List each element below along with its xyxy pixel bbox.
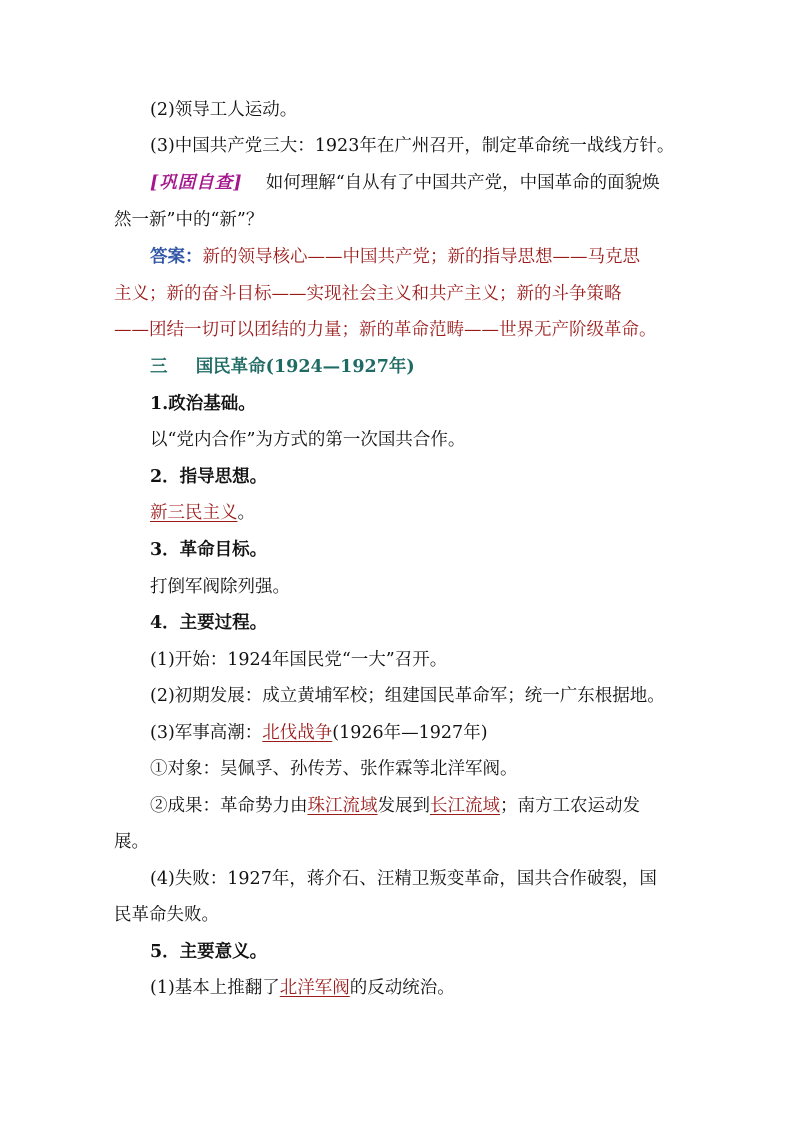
review-question-line — [150, 171, 686, 195]
text-line: (3)中国共产党三大：1923年在广州召开，制定革命统一战线方针。 — [150, 136, 675, 156]
text-span: (1)基本上推翻了 — [150, 978, 280, 998]
keyword-northern-expedition: 北伐战争 — [262, 723, 333, 743]
text-span: (3)军事高潮： — [150, 723, 263, 743]
section-heading — [150, 355, 686, 379]
subheading: 2．指导思想。 — [150, 467, 268, 487]
punctuation: 。 — [237, 503, 255, 523]
keyword-yangtze-river: 长江流域 — [430, 796, 500, 816]
text-line: 打倒军阀除列强。 — [150, 577, 290, 597]
keyword-pearl-river: 珠江流域 — [307, 796, 378, 816]
text-line: (4)失败：1927年，蒋介石、汪精卫叛变革命，国共合作破裂，国 — [150, 869, 657, 889]
text-line — [150, 976, 686, 1000]
text-line — [150, 794, 686, 818]
text-line — [150, 721, 686, 745]
review-tag: [巩固自查] — [150, 173, 243, 193]
text-line: ①对象：吴佩孚、孙传芳、张作霖等北洋军阀。 — [150, 759, 518, 779]
answer-text: ——团结一切可以团结的力量；新的革命范畴——世界无产阶级革命。 — [114, 320, 657, 340]
text-line: (2)初期发展：成立黄埔军校；组建国民革命军；统一广东根据地。 — [150, 686, 665, 706]
text-span: (1926年—1927年) — [332, 723, 488, 743]
text-span: ；南方工农运动发 — [500, 796, 640, 816]
text-line: 民革命失败。 — [114, 905, 219, 925]
section-title: 国民革命(1924—1927年) — [195, 357, 415, 377]
text-line: (2)领导工人运动。 — [150, 100, 298, 120]
answer-label: 答案： — [150, 247, 203, 267]
text-line: 然一新”中的“新”？ — [114, 210, 264, 230]
text-span: 发展到 — [377, 796, 430, 816]
subheading: 3．革命目标。 — [150, 540, 268, 560]
answer-text: 主义；新的奋斗目标——实现社会主义和共产主义；新的斗争策略 — [114, 284, 622, 304]
text-line: 以“党内合作”为方式的第一次国共合作。 — [150, 430, 466, 450]
subheading: 1.政治基础。 — [150, 394, 256, 414]
answer-line — [150, 245, 686, 269]
text-line: 展。 — [114, 832, 149, 852]
keyword-beiyang-warlords: 北洋军阀 — [279, 978, 350, 998]
answer-text: 新的领导核心——中国共产党；新的指导思想——马克思 — [202, 247, 640, 267]
text-span: ②成果：革命势力由 — [150, 796, 308, 816]
review-question-text: 如何理解“自从有了中国共产党，中国革命的面貌焕 — [265, 173, 660, 193]
keyword-new-three-principles: 新三民主义 — [150, 503, 238, 523]
text-line — [150, 501, 686, 525]
text-line: (1)开始：1924年国民党“一大”召开。 — [150, 650, 448, 670]
section-number: 三 — [150, 357, 168, 377]
text-span: 的反动统治。 — [349, 978, 455, 998]
subheading: 5．主要意义。 — [150, 942, 268, 962]
subheading: 4．主要过程。 — [150, 613, 268, 633]
